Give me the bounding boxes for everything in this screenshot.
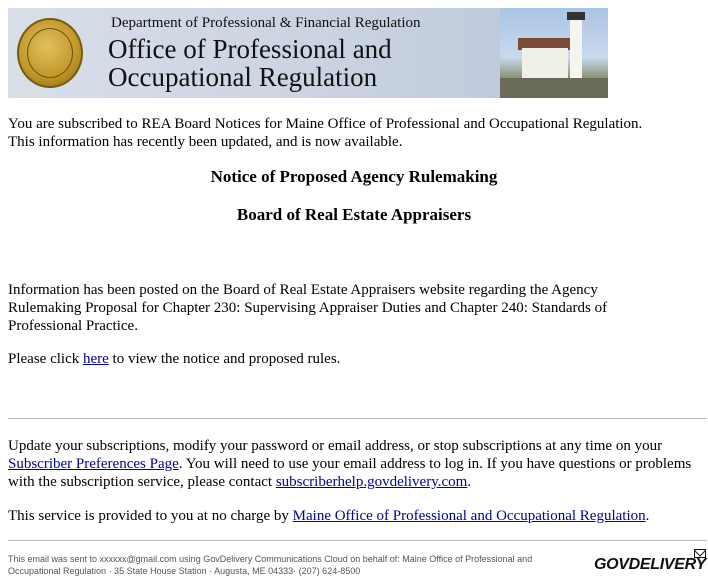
header-banner (8, 8, 608, 98)
subscriber-help-link[interactable]: subscriberhelp.govdelivery.com (275, 474, 468, 490)
intro-line-2: This information has recently been updated, and is now available. (8, 134, 403, 150)
click-suffix: to view the notice and proposed rules. (108, 351, 341, 367)
office-name-line2: Occupational Regulation (108, 62, 378, 92)
divider-bottom (8, 540, 707, 541)
footer-line-2: Occupational Regulation · 35 State House Station · Augusta, ME 04333· (207) 624-8500 (8, 566, 361, 576)
info-paragraph: Information has been posted on the Board of Real Estate Appraisers website regarding the Agency Rulemaking Proposal for Chapter 230: Supervising Appraiser Duties and Chapter 240: Standards of Professional Practice. (8, 282, 608, 334)
board-heading: Board of Real Estate Appraisers (236, 205, 472, 224)
click-prefix: Please click (8, 351, 83, 367)
subscription-intro (8, 115, 708, 151)
divider-top (8, 418, 707, 419)
click-paragraph (8, 350, 708, 368)
service-suffix: . (645, 508, 650, 524)
subscriber-preferences-link[interactable]: Subscriber Preferences Page (8, 456, 179, 472)
department-name: Department of Professional & Financial Regulation (111, 15, 421, 31)
subscriptions-text-2: . You will need to use your email address to log in. If you have questions or problems with the subscription service, please contact (8, 456, 692, 490)
lighthouse-image (500, 8, 608, 98)
footer-text (8, 553, 598, 577)
state-seal-icon (17, 18, 83, 88)
maine-oopr-link[interactable]: Maine Office of Professional and Occupational Regulation (292, 508, 646, 524)
notice-heading: Notice of Proposed Agency Rulemaking (210, 167, 498, 186)
intro-line-1: You are subscribed to REA Board Notices for Maine Office of Professional and Occupational Regulation. (8, 116, 643, 132)
office-name-line1: Office of Professional and (108, 34, 392, 64)
subscriptions-paragraph (8, 437, 708, 491)
subscriptions-text-3: . (467, 474, 472, 490)
office-name (108, 35, 508, 91)
service-paragraph (8, 507, 708, 525)
service-prefix: This service is provided to you at no charge by (8, 508, 293, 524)
here-link[interactable]: here (82, 351, 109, 367)
footer-line-1: This email was sent to xxxxxx@gmail.com using GovDelivery Communications Cloud on behalf of: Maine Office of Professional and (8, 554, 533, 564)
subscriptions-text-1: Update your subscriptions, modify your password or email address, or stop subscriptions at any time on your (8, 438, 663, 454)
govdelivery-logo[interactable]: GOVDELIVERY (594, 556, 706, 573)
